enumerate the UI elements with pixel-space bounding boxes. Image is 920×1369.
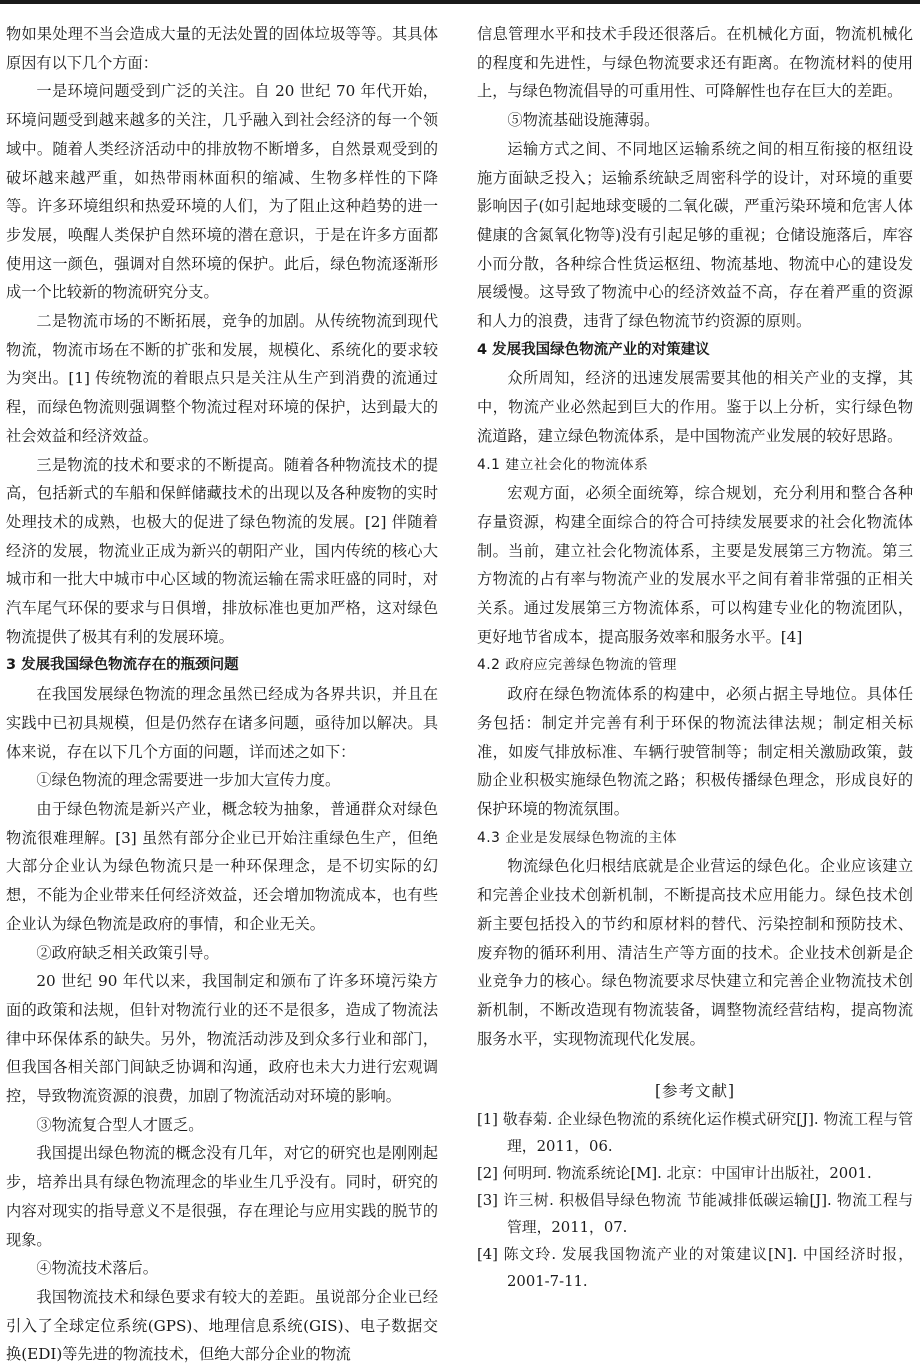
paragraph: 物如果处理不当会造成大量的无法处置的固体垃圾等等。其具体原因有以下几个方面：: [6, 25, 438, 72]
paragraph: 信息管理水平和技术手段还很落后。在机械化方面，物流机械化的程度和先进性，与绿色物流要求还有距离。在物流材料的使用上，与绿色物流倡导的可重用性、可降解性也存在巨大的差距。: [477, 25, 913, 101]
paragraph: 众所周知，经济的迅速发展需要其他的相关产业的支撑，其中，物流产业必然起到巨大的作用。鉴于以上分析，实行绿色物流道路，建立绿色物流体系，是中国物流产业发展的较好思路。: [477, 369, 913, 445]
left-column: [6, 20, 438, 1369]
right-column: [477, 20, 913, 1295]
subsection-heading: 4.3 企业是发展绿色物流的主体: [477, 829, 677, 846]
paragraph: 我国物流技术和绿色要求有较大的差距。虽说部分企业已经引入了全球定位系统(GPS)、地理信息系统(GIS)、电子数据交换(EDI)等先进的物流技术，但绝大部分企业的物流: [6, 1287, 438, 1364]
reference-item: [3] 许三树. 积极倡导绿色物流 节能减排低碳运输[J]. 物流工程与管理，2011，07.: [477, 1192, 913, 1237]
list-item: ②政府缺乏相关政策引导。: [36, 943, 219, 962]
paragraph: 我国提出绿色物流的概念没有几年，对它的研究也是刚刚起步，培养出具有绿色物流理念的毕业生几乎没有。同时，研究的内容对现实的指导意义不是很强，存在理论与应用实践的脱节的现象。: [6, 1144, 438, 1249]
paragraph: 政府在绿色物流体系的构建中，必须占据主导地位。具体任务包括：制定并完善有利于环保的物流法律法规；制定相关标准，如废气排放标准、车辆行驶管制等；制定相关激励政策，鼓励企业积极实施绿色物流之路；积极传播绿色理念，形成良好的保护环境的物流氛围。: [477, 685, 913, 818]
subsection-heading: 4.1 建立社会化的物流体系: [477, 456, 649, 473]
list-item: ①绿色物流的理念需要进一步加大宣传力度。: [36, 771, 341, 790]
paragraph: 宏观方面，必须全面统筹，综合规划，充分利用和整合各种存量资源，构建全面综合的符合可持续发展要求的社会化物流体制。当前，建立社会化物流体系，主要是发展第三方物流。第三方物流的占有率与物流产业的发展水平之间有着非常强的正相关关系。通过发展第三方物流体系，可以构建专业化的物流团队，更好地节省成本，提高服务效率和服务水平。[4]: [477, 484, 913, 646]
reference-item: [1] 敬春菊. 企业绿色物流的系统化运作模式研究[J]. 物流工程与管理，2011，06.: [477, 1111, 913, 1156]
section-heading: 4 发展我国绿色物流产业的对策建议: [477, 341, 710, 358]
paragraph: 二是物流市场的不断拓展，竞争的加剧。从传统物流到现代物流，物流市场在不断的扩张和发展，规模化、系统化的要求较为突出。[1] 传统物流的着眼点只是关注从生产到消费的流通过程，而绿色物流则强调整个物流过程对环境的保护，达到最大的社会效益和经济效益。: [6, 312, 438, 445]
list-item: ⑤物流基础设施薄弱。: [507, 111, 660, 130]
paragraph: 物流绿色化归根结底就是企业营运的绿色化。企业应该建立和完善企业技术创新机制，不断提高技术应用能力。绿色技术创新主要包括投入的节约和原材料的替代、污染控制和预防技术、废弃物的循环利用、清洁生产等方面的技术。企业技术创新是企业竞争力的核心。绿色物流要求尽快建立和完善企业物流技术创新机制，不断改造现有物流装备，调整物流经营结构，提高物流服务水平，实现物流现代化发展。: [477, 857, 913, 1048]
reference-item: [4] 陈文玲. 发展我国物流产业的对策建议[N]. 中国经济时报，2001-7-11.: [477, 1246, 913, 1291]
list-item: ③物流复合型人才匮乏。: [36, 1115, 204, 1134]
subsection-heading: 4.2 政府应完善绿色物流的管理: [477, 657, 677, 674]
references-title: [参考文献]: [654, 1082, 736, 1101]
paragraph: 运输方式之间、不同地区运输系统之间的相互衔接的枢纽设施方面缺乏投入；运输系统缺乏周密科学的设计，对环境的重要影响因子(如引起地球变暖的二氧化碳，严重污染环境和危害人体健康的含氮氧化物等)没有引起足够的重视；仓储设施落后，库容小而分散，各种综合性货运枢纽、物流基地、物流中心的建设发展缓慢。这导致了物流中心的经济效益不高，存在着严重的资源和人力的浪费，违背了绿色物流节约资源的原则。: [477, 139, 913, 331]
header-rule: [0, 0, 920, 4]
list-item: ④物流技术落后。: [36, 1259, 158, 1278]
paragraph: 20 世纪 90 年代以来，我国制定和颁布了许多环境污染方面的政策和法规，但针对物流行业的还不是很多，造成了物流法律中环保体系的缺失。另外，物流活动涉及到众多行业和部门，但我国各相关部门间缺乏协调和沟通，政府也未大力进行宏观调控，导致物流资源的浪费，加剧了物流活动对环境的影响。: [6, 972, 438, 1106]
paragraph: 一是环境问题受到广泛的关注。自 20 世纪 70 年代开始，环境问题受到越来越多的关注，几乎融入到社会经济的每一个领域中。随着人类经济活动中的排放物不断增多，自然景观受到的破坏越来越严重，如热带雨林面积的缩减、生物多样性的下降等。许多环境组织和热爱环境的人们，为了阻止这种趋势的进一步发展，唤醒人类保护自然环境的潜在意识，于是在许多方面都使用这一颜色，强调对自然环境的保护。此后，绿色物流逐渐形成一个比较新的物流研究分支。: [6, 82, 438, 302]
paragraph: 在我国发展绿色物流的理念虽然已经成为各界共识，并且在实践中已初具规模，但是仍然存在诸多问题，亟待加以解决。具体来说，存在以下几个方面的问题，详而述之如下：: [6, 685, 438, 761]
paragraph: 三是物流的技术和要求的不断提高。随着各种物流技术的提高，包括新式的车船和保鲜储藏技术的出现以及各种废物的实时处理技术的成熟，也极大的促进了绿色物流的发展。[2] 伴随着经济的发展，物流业正成为新兴的朝阳产业，国内传统的核心大城市和一批大中城市中心区域的物流运输在需求旺盛的同时，对汽车尾气环保的要求与日俱增，排放标准也更加严格，这对绿色物流提供了极其有利的发展环境。: [6, 455, 438, 646]
paragraph: 由于绿色物流是新兴产业，概念较为抽象，普通群众对绿色物流很难理解。[3] 虽然有部分企业已开始注重绿色生产，但绝大部分企业认为绿色物流只是一种环保理念，是不切实际的幻想，不能为企业带来任何经济效益，还会增加物流成本，也有些企业认为绿色物流是政府的事情，和企业无关。: [6, 799, 438, 933]
section-heading: 3 发展我国绿色物流存在的瓶颈问题: [6, 657, 239, 674]
reference-item: [2] 何明珂. 物流系统论[M]. 北京：中国审计出版社，2001.: [477, 1165, 872, 1183]
